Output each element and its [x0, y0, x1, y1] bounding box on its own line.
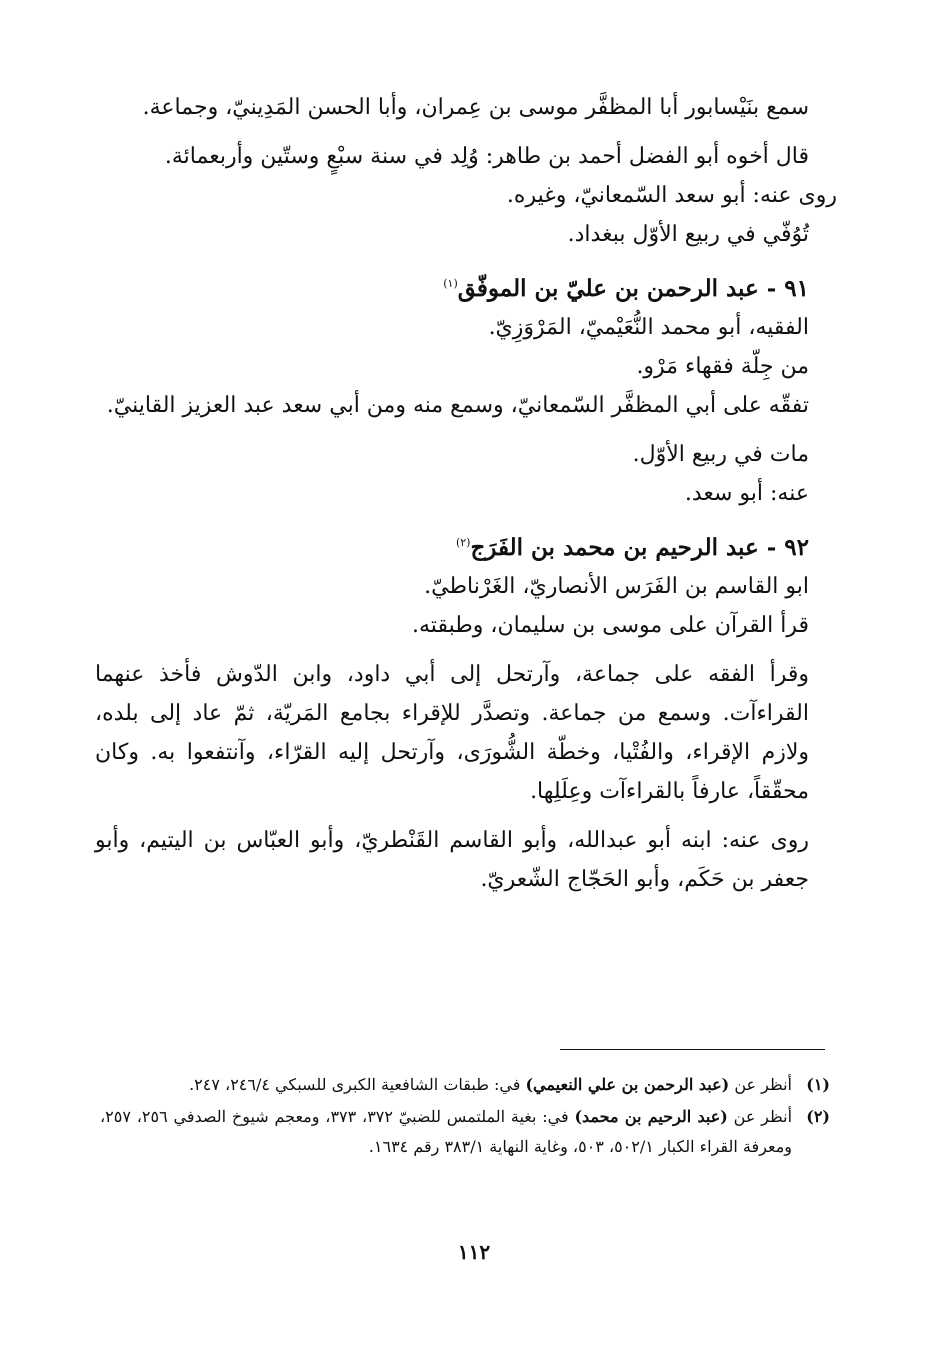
footnote-1-ref: (عبد الرحمن بن علي النعيمي) — [525, 1075, 730, 1094]
footnote-1-number: (١) — [806, 1075, 830, 1094]
entry-91-title — [95, 264, 837, 308]
paragraph-2-line-2: روى عنه: أبو سعد السّمعانيّ، وغيره. — [506, 183, 837, 208]
footnote-divider — [560, 1049, 825, 1050]
entry-92-line-1: ابو القاسم بن الفَرَس الأنصاريّ، الغَرْناطيّ. — [424, 574, 809, 599]
footnote-2-pre: أنظر عن — [727, 1107, 793, 1126]
main-text — [95, 88, 837, 899]
paragraph-1: سمع بنَيْسابور أبا المظفَّر موسى بن عِمران، وأبا الحسن المَدِينيّ، وجماعة. — [142, 95, 809, 120]
entry-91-name: ٩١ - عبد الرحمن بن عليّ بن الموفّق — [457, 275, 809, 302]
footnote-2-post: في: بغية الملتمس للضبيّ ٣٧٢، ٣٧٣، ومعجم شيوخ الصدفي ٢٥٦، ٢٥٧، ومعرفة القراء الكبار ٥٠٢/١، ٥٠٣، وغاية النهاية ٣٨٣/١ رقم ١٦٣٤. — [100, 1107, 792, 1156]
footnote-1-post: في: طبقات الشافعية الكبرى للسبكي ٢٤٦/٤، ٢٤٧. — [189, 1075, 526, 1094]
footnote-2-number: (٢) — [806, 1107, 830, 1126]
entry-92-name: ٩٢ - عبد الرحيم بن محمد بن الفَرَج — [470, 534, 809, 561]
entry-92-line-3: وقرأ الفقه على جماعة، وآرتحل إلى أبي داود، وابن الدّوش فأخذ عنهما القراءآت. وسمع من جماعة. وتصدَّر للإقراء بجامع المَريّة، ثمّ عاد إلى بلده، ولازم الإقراء، والفُتْيا، وخطّة الشُّورَى، وآرتحل إليه القرّاء، وآنتفعوا به. وكان محقّقاً، عارفاً بالقراءآت وعِلَلِها. — [95, 662, 809, 804]
footnote-2-text — [100, 1102, 792, 1162]
page-number: ١١٢ — [457, 1240, 491, 1264]
entry-91-line-4: مات في ربيع الأوّل. — [632, 442, 809, 467]
entry-92-line-2: قرأ القرآن على موسى بن سليمان، وطبقته. — [412, 613, 809, 638]
footnote-1-pre: أنظر عن — [729, 1075, 792, 1094]
footnote-ref-1: (١) — [443, 277, 458, 290]
paragraph-2-line-1: قال أخوه أبو الفضل أحمد بن طاهر: وُلِد في سنة سبْعٍ وستّين وأربعمائة. — [164, 144, 809, 169]
paragraph-2-line-3: تُوُفّي في ربيع الأوّل ببغداد. — [567, 222, 809, 247]
footnote-2 — [100, 1102, 830, 1162]
entry-91-line-5: عنه: أبو سعد. — [684, 481, 809, 506]
footnote-2-ref: (عبد الرحيم بن محمد) — [574, 1107, 728, 1126]
entry-91-line-3: تفقّه على أبي المظفَّر السّمعانيّ، وسمع منه ومن أبي سعد عبد العزيز القاينيّ. — [106, 393, 809, 418]
footnote-ref-2: (٢) — [455, 536, 471, 549]
entry-91-line-2: من جِلّة فقهاء مَرْو. — [636, 354, 809, 379]
footnote-1-text — [100, 1070, 792, 1100]
entry-91-line-1: الفقيه، أبو محمد النُّعَيْميّ، المَرْوَزِيّ. — [488, 315, 809, 340]
entry-92-line-4: روى عنه: ابنه أبو عبدالله، وأبو القاسم القَنْطريّ، وأبو العبّاس بن اليتيم، وأبو جعفر بن حَكَم، وأبو الحَجّاج الشّعريّ. — [95, 828, 809, 892]
entry-92-title — [95, 523, 837, 567]
footnote-1 — [100, 1070, 830, 1100]
footnotes — [100, 1070, 830, 1164]
